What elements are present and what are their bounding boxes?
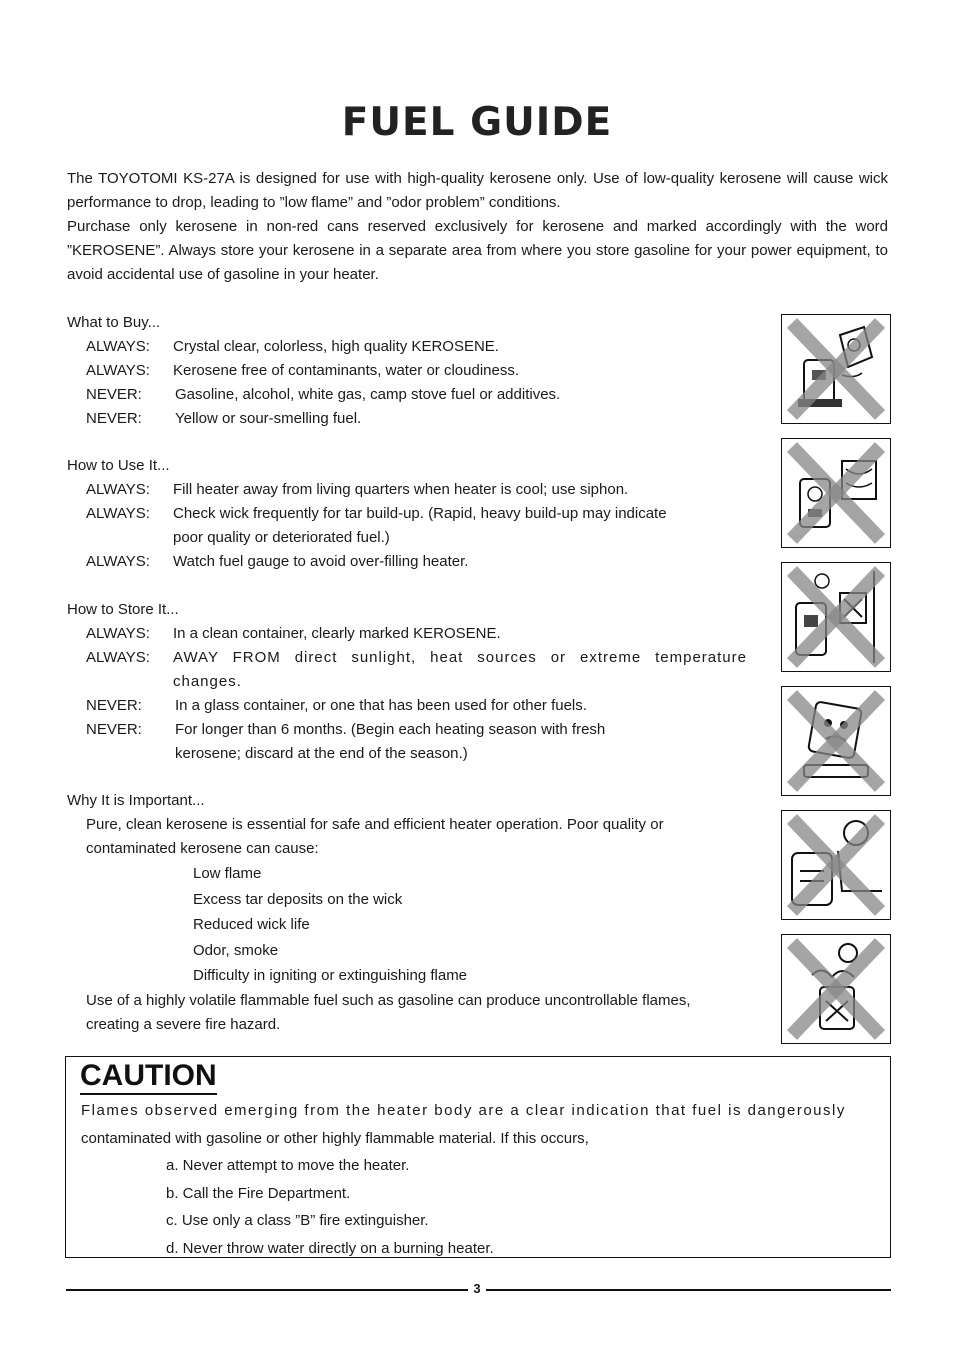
crossed-out-heater-icon <box>781 810 891 920</box>
rule-text: Watch fuel gauge to avoid over-filling heater. <box>173 553 469 570</box>
footer-rule-left <box>66 1289 468 1291</box>
caution-body <box>81 1097 876 1262</box>
rule-keyword: NEVER: <box>86 697 142 714</box>
rule-keyword: ALWAYS: <box>86 649 150 666</box>
list-item: b. Call the Fire Department. <box>166 1184 351 1202</box>
crossed-out-heater-icon <box>781 314 891 424</box>
section-heading: Why It is Important... <box>67 792 205 809</box>
crossed-out-heater-icon <box>781 438 891 548</box>
section-how-to-use <box>67 454 747 574</box>
rule-keyword: ALWAYS: <box>86 481 150 498</box>
hazard-paragraph: Use of a highly volatile flammable fuel such as gasoline can produce uncontrollable flames, creating a severe fire hazard. <box>86 991 691 1033</box>
section-heading: What to Buy... <box>67 314 161 331</box>
rule-keyword: ALWAYS: <box>86 362 150 379</box>
caution-title: CAUTION <box>80 1059 217 1095</box>
list-item <box>86 550 747 574</box>
list-item: c. Use only a class ”B” fire extinguisher. <box>166 1212 429 1229</box>
intro-paragraph-2: Purchase only kerosene in non-red cans reserved exclusively for kerosene and marked accordingly with the word ”KEROSENE”. Always store your kerosene in a separate area from where you store gasoline for your power equipment, to avoid accidental use of gasoline in your heater. <box>67 218 888 283</box>
list-item: a. Never attempt to move the heater. <box>166 1157 410 1174</box>
caution-list <box>166 1152 876 1262</box>
list-item: Low flame <box>193 865 262 882</box>
list-item <box>86 694 747 718</box>
section-heading: How to Use It... <box>67 457 170 474</box>
rule-text: Check wick frequently for tar build-up. (Rapid, heavy build-up may indicate poor quality or deteriorated fuel.) <box>173 505 667 546</box>
rule-keyword: ALWAYS: <box>86 505 150 522</box>
footer-rule-right <box>486 1289 891 1291</box>
section-heading: How to Store It... <box>67 601 179 618</box>
list-item <box>86 502 747 550</box>
importance-paragraph: Pure, clean kerosene is essential for safe and efficient heater operation. Poor quality or contaminated kerosene can cause: <box>86 816 664 857</box>
list-item: Excess tar deposits on the wick <box>193 890 403 908</box>
page-title: FUEL GUIDE <box>341 100 613 145</box>
rule-text: For longer than 6 months. (Begin each heating season with fresh kerosene; discard at the end of the season.) <box>175 721 606 762</box>
rule-text: In a clean container, clearly marked KEROSENE. <box>173 625 501 642</box>
list-item <box>86 383 747 407</box>
crossed-out-heater-icon <box>781 562 891 672</box>
list-item: Odor, smoke <box>193 941 279 959</box>
list-item <box>86 718 747 766</box>
rule-keyword: NEVER: <box>86 721 142 738</box>
effects-list <box>193 861 747 989</box>
list-item: Difficulty in igniting or extinguishing flame <box>193 967 468 984</box>
rule-text: Fill heater away from living quarters when heater is cool; use siphon. <box>173 481 629 498</box>
rule-text: Yellow or sour-smelling fuel. <box>175 410 362 427</box>
rule-text: Gasoline, alcohol, white gas, camp stove fuel or additives. <box>175 386 561 403</box>
rule-keyword: ALWAYS: <box>86 338 150 355</box>
rule-keyword: ALWAYS: <box>86 625 150 642</box>
section-how-to-store <box>67 598 747 766</box>
list-item <box>86 335 747 359</box>
intro-paragraph-1: The TOYOTOMI KS-27A is designed for use with high-quality kerosene only. Use of low-quality kerosene will cause wick performance to drop, leading to ”low flame” and ”odor problem” conditions. <box>67 170 888 211</box>
list-item: Reduced wick life <box>193 916 310 933</box>
caution-text-line-2: contaminated with gasoline or other highly flammable material. If this occurs, <box>81 1129 589 1147</box>
caution-text-line-1: Flames observed emerging from the heater body are a clear indication that fuel is dangerously <box>81 1102 846 1119</box>
intro <box>67 167 888 287</box>
page-number: 3 <box>473 1281 481 1296</box>
rule-text: Kerosene free of contaminants, water or cloudiness. <box>173 362 520 379</box>
crossed-out-heater-icon <box>781 686 891 796</box>
list-item <box>86 359 747 383</box>
rule-keyword: NEVER: <box>86 386 142 403</box>
rule-keyword: ALWAYS: <box>86 553 150 570</box>
rule-text: Crystal clear, colorless, high quality KEROSENE. <box>173 338 499 355</box>
list-item <box>86 622 747 646</box>
illustration-column <box>781 314 891 1058</box>
list-item: d. Never throw water directly on a burning heater. <box>166 1239 494 1257</box>
list-item <box>86 478 747 502</box>
crossed-out-heater-icon <box>781 934 891 1044</box>
list-item <box>86 646 747 694</box>
caution-box <box>65 1056 891 1258</box>
section-why-important <box>67 789 747 1037</box>
rule-text: AWAY FROM direct sunlight, heat sources or extreme temperature changes. <box>173 649 747 690</box>
section-what-to-buy <box>67 311 747 431</box>
rule-keyword: NEVER: <box>86 410 142 427</box>
list-item <box>86 407 747 431</box>
rule-text: In a glass container, or one that has been used for other fuels. <box>175 697 587 714</box>
